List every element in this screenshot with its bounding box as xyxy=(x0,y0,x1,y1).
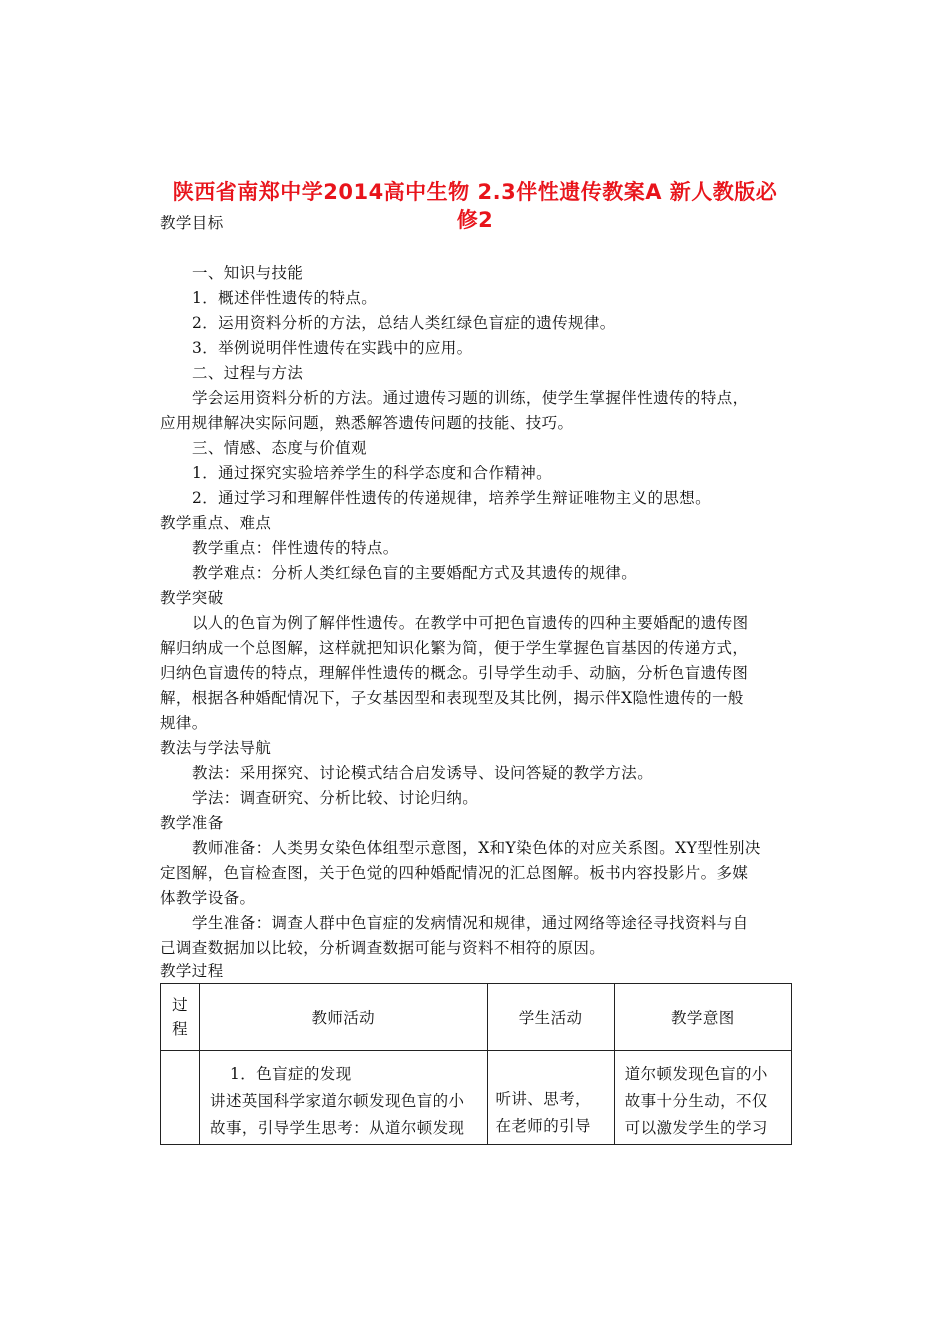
section-heading: 教学重点、难点 xyxy=(160,514,272,532)
teaching-intent-cell xyxy=(614,1051,791,1145)
body-line: 3．举例说明伴性遗传在实践中的应用。 xyxy=(192,339,473,357)
teacher-activity-cell xyxy=(200,1051,487,1145)
body-line: 己调查数据加以比较，分析调查数据可能与资料不相符的原因。 xyxy=(160,939,606,957)
table-row xyxy=(161,1051,792,1145)
body-line: 教学重点：伴性遗传的特点。 xyxy=(192,539,399,557)
title-line-2: 修2 xyxy=(456,208,494,232)
body-line: 一、知识与技能 xyxy=(192,264,304,282)
header-teacher-activity: 教师活动 xyxy=(200,984,487,1051)
section-heading: 教学准备 xyxy=(160,814,224,832)
body-line: 二、过程与方法 xyxy=(192,364,304,382)
body-line: 归纳色盲遗传的特点，理解伴性遗传的概念。引导学生动手、动脑，分析色盲遗传图 xyxy=(160,664,749,682)
teaching-process-table xyxy=(160,983,792,1145)
process-cell xyxy=(161,1051,200,1145)
body-line: 三、情感、态度与价值观 xyxy=(192,439,367,457)
student-activity-cell xyxy=(487,1051,614,1145)
teacher-line-1: 1．色盲症的发现 xyxy=(230,1065,352,1083)
section-heading: 教学过程 xyxy=(160,962,224,980)
title-line-1: 陕西省南郑中学2014高中生物 2.3伴性遗传教案A 新人教版必 xyxy=(172,180,778,204)
teacher-line-3: 故事，引导学生思考：从道尔顿发现 xyxy=(210,1119,465,1137)
body-line: 定图解，色盲检查图，关于色觉的四种婚配情况的汇总图解。板书内容投影片。多媒 xyxy=(160,864,749,882)
document-title xyxy=(150,178,800,234)
header-teaching-intent: 教学意图 xyxy=(614,984,791,1051)
teacher-line-2: 讲述英国科学家道尔顿发现色盲的小 xyxy=(210,1092,465,1110)
body-line: 规律。 xyxy=(160,714,208,732)
body-line: 2．运用资料分析的方法，总结人类红绿色盲症的遗传规律。 xyxy=(192,314,616,332)
body-line: 2．通过学习和理解伴性遗传的传递规律，培养学生辩证唯物主义的思想。 xyxy=(192,489,712,507)
section-heading: 教学目标 xyxy=(160,214,224,232)
table-header-row xyxy=(161,984,792,1051)
body-line: 解归纳成一个总图解，这样就把知识化繁为简，便于学生掌握色盲基因的传递方式， xyxy=(160,639,749,657)
body-line: 1．通过探究实验培养学生的科学态度和合作精神。 xyxy=(192,464,553,482)
body-line: 学法：调查研究、分析比较、讨论归纳。 xyxy=(192,789,479,807)
intent-line-1: 道尔顿发现色盲的小 xyxy=(624,1065,768,1083)
body-line: 1．概述伴性遗传的特点。 xyxy=(192,289,378,307)
header-process: 过 程 xyxy=(161,984,200,1051)
body-line: 学生准备：调查人群中色盲症的发病情况和规律，通过网络等途径寻找资料与自 xyxy=(192,914,749,932)
body-line: 应用规律解决实际问题，熟悉解答遗传问题的技能、技巧。 xyxy=(160,414,574,432)
body-line: 以人的色盲为例了解伴性遗传。在教学中可把色盲遗传的四种主要婚配的遗传图 xyxy=(192,614,749,632)
section-heading: 教法与学法导航 xyxy=(160,739,272,757)
body-line: 教法：采用探究、讨论模式结合启发诱导、设问答疑的教学方法。 xyxy=(192,764,654,782)
header-student-activity: 学生活动 xyxy=(487,984,614,1051)
student-line-2: 在老师的引导 xyxy=(495,1116,591,1135)
intent-line-3: 可以激发学生的学习 xyxy=(624,1119,768,1137)
body-line: 学会运用资料分析的方法。通过遗传习题的训练，使学生掌握伴性遗传的特点， xyxy=(192,389,749,407)
body-line: 解，根据各种婚配情况下，子女基因型和表现型及其比例，揭示伴X隐性遗传的一般 xyxy=(160,689,744,707)
body-line: 体教学设备。 xyxy=(160,889,256,907)
section-heading: 教学突破 xyxy=(160,589,224,607)
body-line: 教师准备：人类男女染色体组型示意图，X和Y染色体的对应关系图。XY型性别决 xyxy=(192,839,761,857)
body-line: 教学难点：分析人类红绿色盲的主要婚配方式及其遗传的规律。 xyxy=(192,564,638,582)
student-line-1: 听讲、思考， xyxy=(495,1089,591,1108)
intent-line-2: 故事十分生动，不仅 xyxy=(624,1092,768,1110)
